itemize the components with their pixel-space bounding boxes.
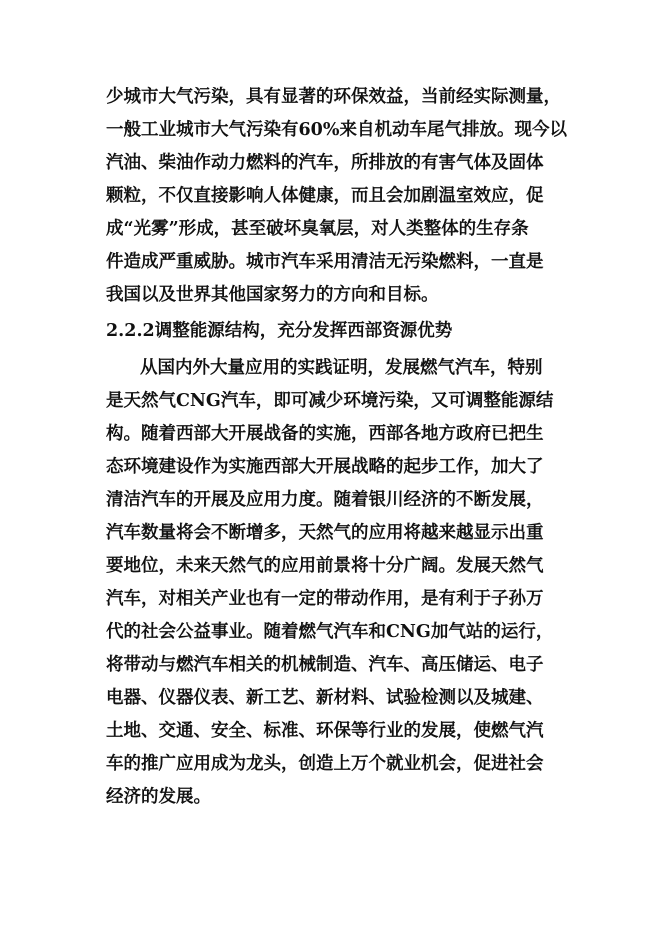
paragraph-2-line: 态环境建设作为实施西部大开展战略的起步工作，加大了 <box>106 457 544 477</box>
paragraph-1-line: 少城市大气污染，具有显著的环保效益，当前经实际测量， <box>106 87 561 107</box>
paragraph-2-line: 清洁汽车的开展及应用力度。随着银川经济的不断发展， <box>106 490 544 510</box>
paragraph-2-line: 将带动与燃汽车相关的机械制造、汽车、高压储运、电子 <box>106 655 544 675</box>
paragraph-2-line: 是天然气CNG汽车，即可减少环境污染，又可调整能源结 <box>106 391 554 411</box>
paragraph-2-line: 车的推广应用成为龙头，创造上万个就业机会，促进社会 <box>106 754 544 774</box>
paragraph-2-line: 汽车，对相关产业也有一定的带动作用，是有利于子孙万 <box>106 589 544 609</box>
paragraph-2-line: 汽车数量将会不断增多，天然气的应用将越来越显示出重 <box>106 523 544 543</box>
paragraph-2-line: 从国内外大量应用的实践证明，发展燃气汽车，特别 <box>140 358 543 378</box>
section-heading: 2.2.2调整能源结构，充分发挥西部资源优势 <box>106 321 453 341</box>
paragraph-2-line: 经济的发展。 <box>106 787 211 807</box>
paragraph-1-line: 颗粒，不仅直接影响人体健康，而且会加剧温室效应，促 <box>106 186 544 206</box>
paragraph-1-line: 一般工业城市大气污染有60%来自机动车尾气排放。现今以 <box>106 120 567 140</box>
paragraph-1-line: 汽油、柴油作动力燃料的汽车，所排放的有害气体及固体 <box>106 153 544 173</box>
paragraph-1-line: 成“光雾”形成，甚至破坏臭氧层，对人类整体的生存条 <box>106 219 529 239</box>
paragraph-2-line: 土地、交通、安全、标准、环保等行业的发展，使燃气汽 <box>106 721 544 741</box>
paragraph-1-line: 件造成严重威胁。城市汽车采用清洁无污染燃料，一直是 <box>106 252 544 272</box>
paragraph-2-line: 电器、仪器仪表、新工艺、新材料、试验检测以及城建、 <box>106 688 544 708</box>
paragraph-2-line: 代的社会公益事业。随着燃气汽车和CNG加气站的运行， <box>106 622 554 642</box>
paragraph-1-line: 我国以及世界其他国家努力的方向和目标。 <box>106 285 439 305</box>
paragraph-2-line: 要地位，未来天然气的应用前景将十分广阔。发展天然气 <box>106 556 544 576</box>
paragraph-2-line: 构。随着西部大开展战备的实施，西部各地方政府已把生 <box>106 424 544 444</box>
